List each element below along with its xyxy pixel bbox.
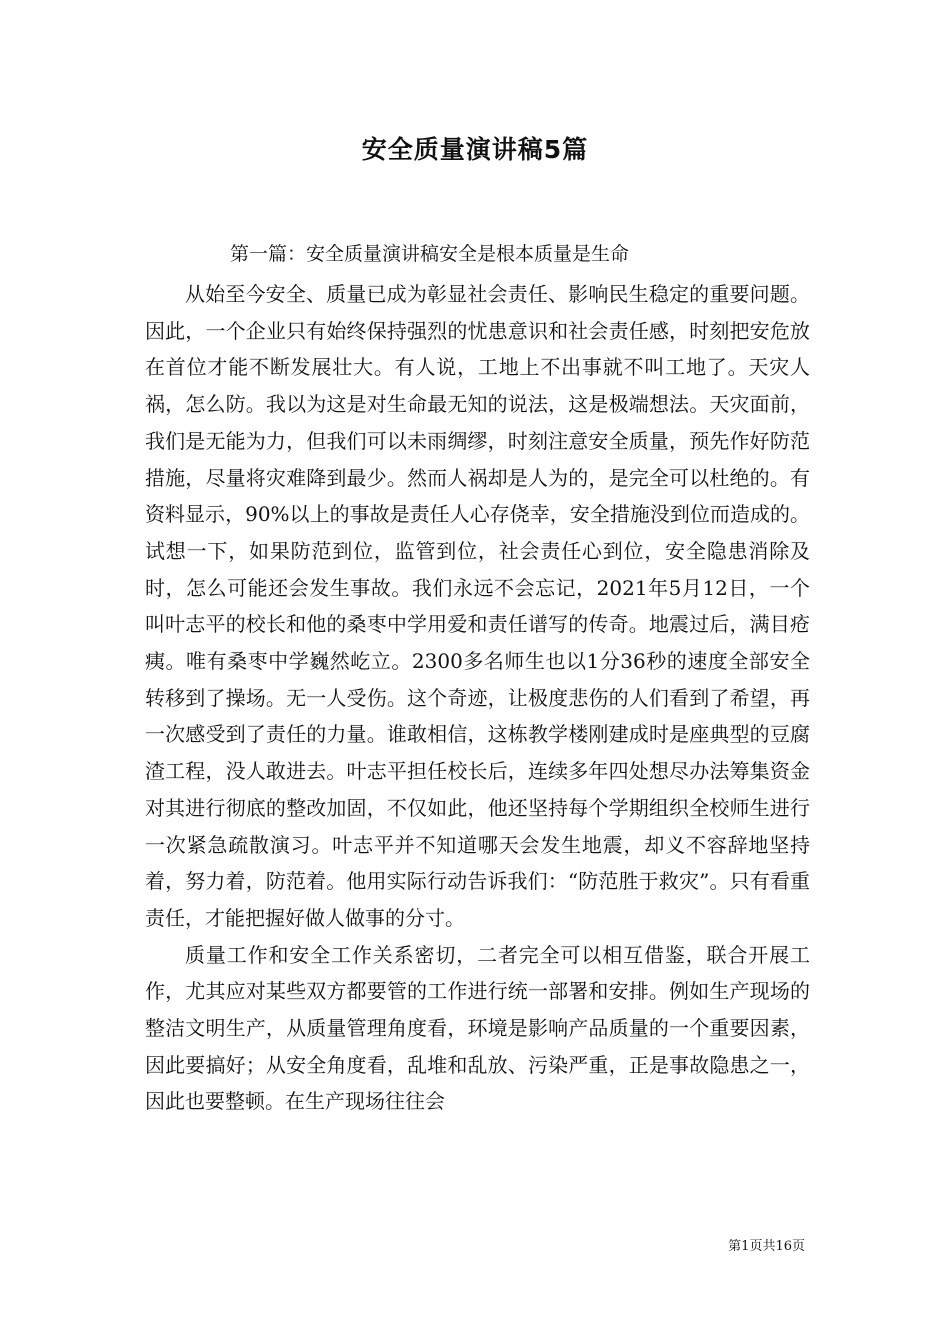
document-title: 安全质量演讲稿5篇 — [361, 135, 589, 164]
body-paragraph: 质量工作和安全工作关系密切，二者完全可以相互借鉴，联合开展工作，尤其应对某些双方都要管的工作进行统一部署和安排。例如生产现场的整洁文明生产，从质量管理角度看，环境是影响产品质量的一个重要因素，因此要搞好；从安全角度看，乱堆和乱放、污染严重，正是事故隐患之一，因此也要整顿。在生产现场往往会 — [145, 942, 810, 1114]
section-heading: 第一篇：安全质量演讲稿安全是根本质量是生命 — [230, 243, 630, 265]
document-body — [145, 276, 810, 1120]
page-number: 第1页共16页 — [728, 1239, 805, 1254]
body-paragraph: 从始至今安全、质量已成为彰显社会责任、影响民生稳定的重要问题。因此，一个企业只有始终保持强烈的忧患意识和社会责任感，时刻把安危放在首位才能不断发展壮大。有人说，工地上不出事就不叫工地了。天灾人祸，怎么防。我以为这是对生命最无知的说法，这是极端想法。天灾面前，我们是无能为力，但我们可以未雨绸缪，时刻注意安全质量，预先作好防范措施，尽量将灾难降到最少。然而人祸却是人为的，是完全可以杜绝的。有资料显示，90%以上的事故是责任人心存侥幸，安全措施没到位而造成的。试想一下，如果防范到位，监管到位，社会责任心到位，安全隐患消除及时，怎么可能还会发生事故。我们永远不会忘记，2021年5月12日，一个叫叶志平的校长和他的桑枣中学用爱和责任谱写的传奇。地震过后，满目疮痍。唯有桑枣中学巍然屹立。2300多名师生也以1分36秒的速度全部安全转移到了操场。无一人受伤。这个奇迹，让极度悲伤的人们看到了希望，再一次感受到了责任的力量。谁敢相信，这栋教学楼刚建成时是座典型的豆腐渣工程，没人敢进去。叶志平担任校长后，连续多年四处想尽办法筹集资金对其进行彻底的整改加固，不仅如此，他还坚持每个学期组织全校师生进行一次紧急疏散演习。叶志平并不知道哪天会发生地震，却义不容辞地坚持着，努力着，防范着。他用实际行动告诉我们：“防范胜于救灾”。只有看重责任，才能把握好做人做事的分寸。 — [145, 282, 810, 930]
